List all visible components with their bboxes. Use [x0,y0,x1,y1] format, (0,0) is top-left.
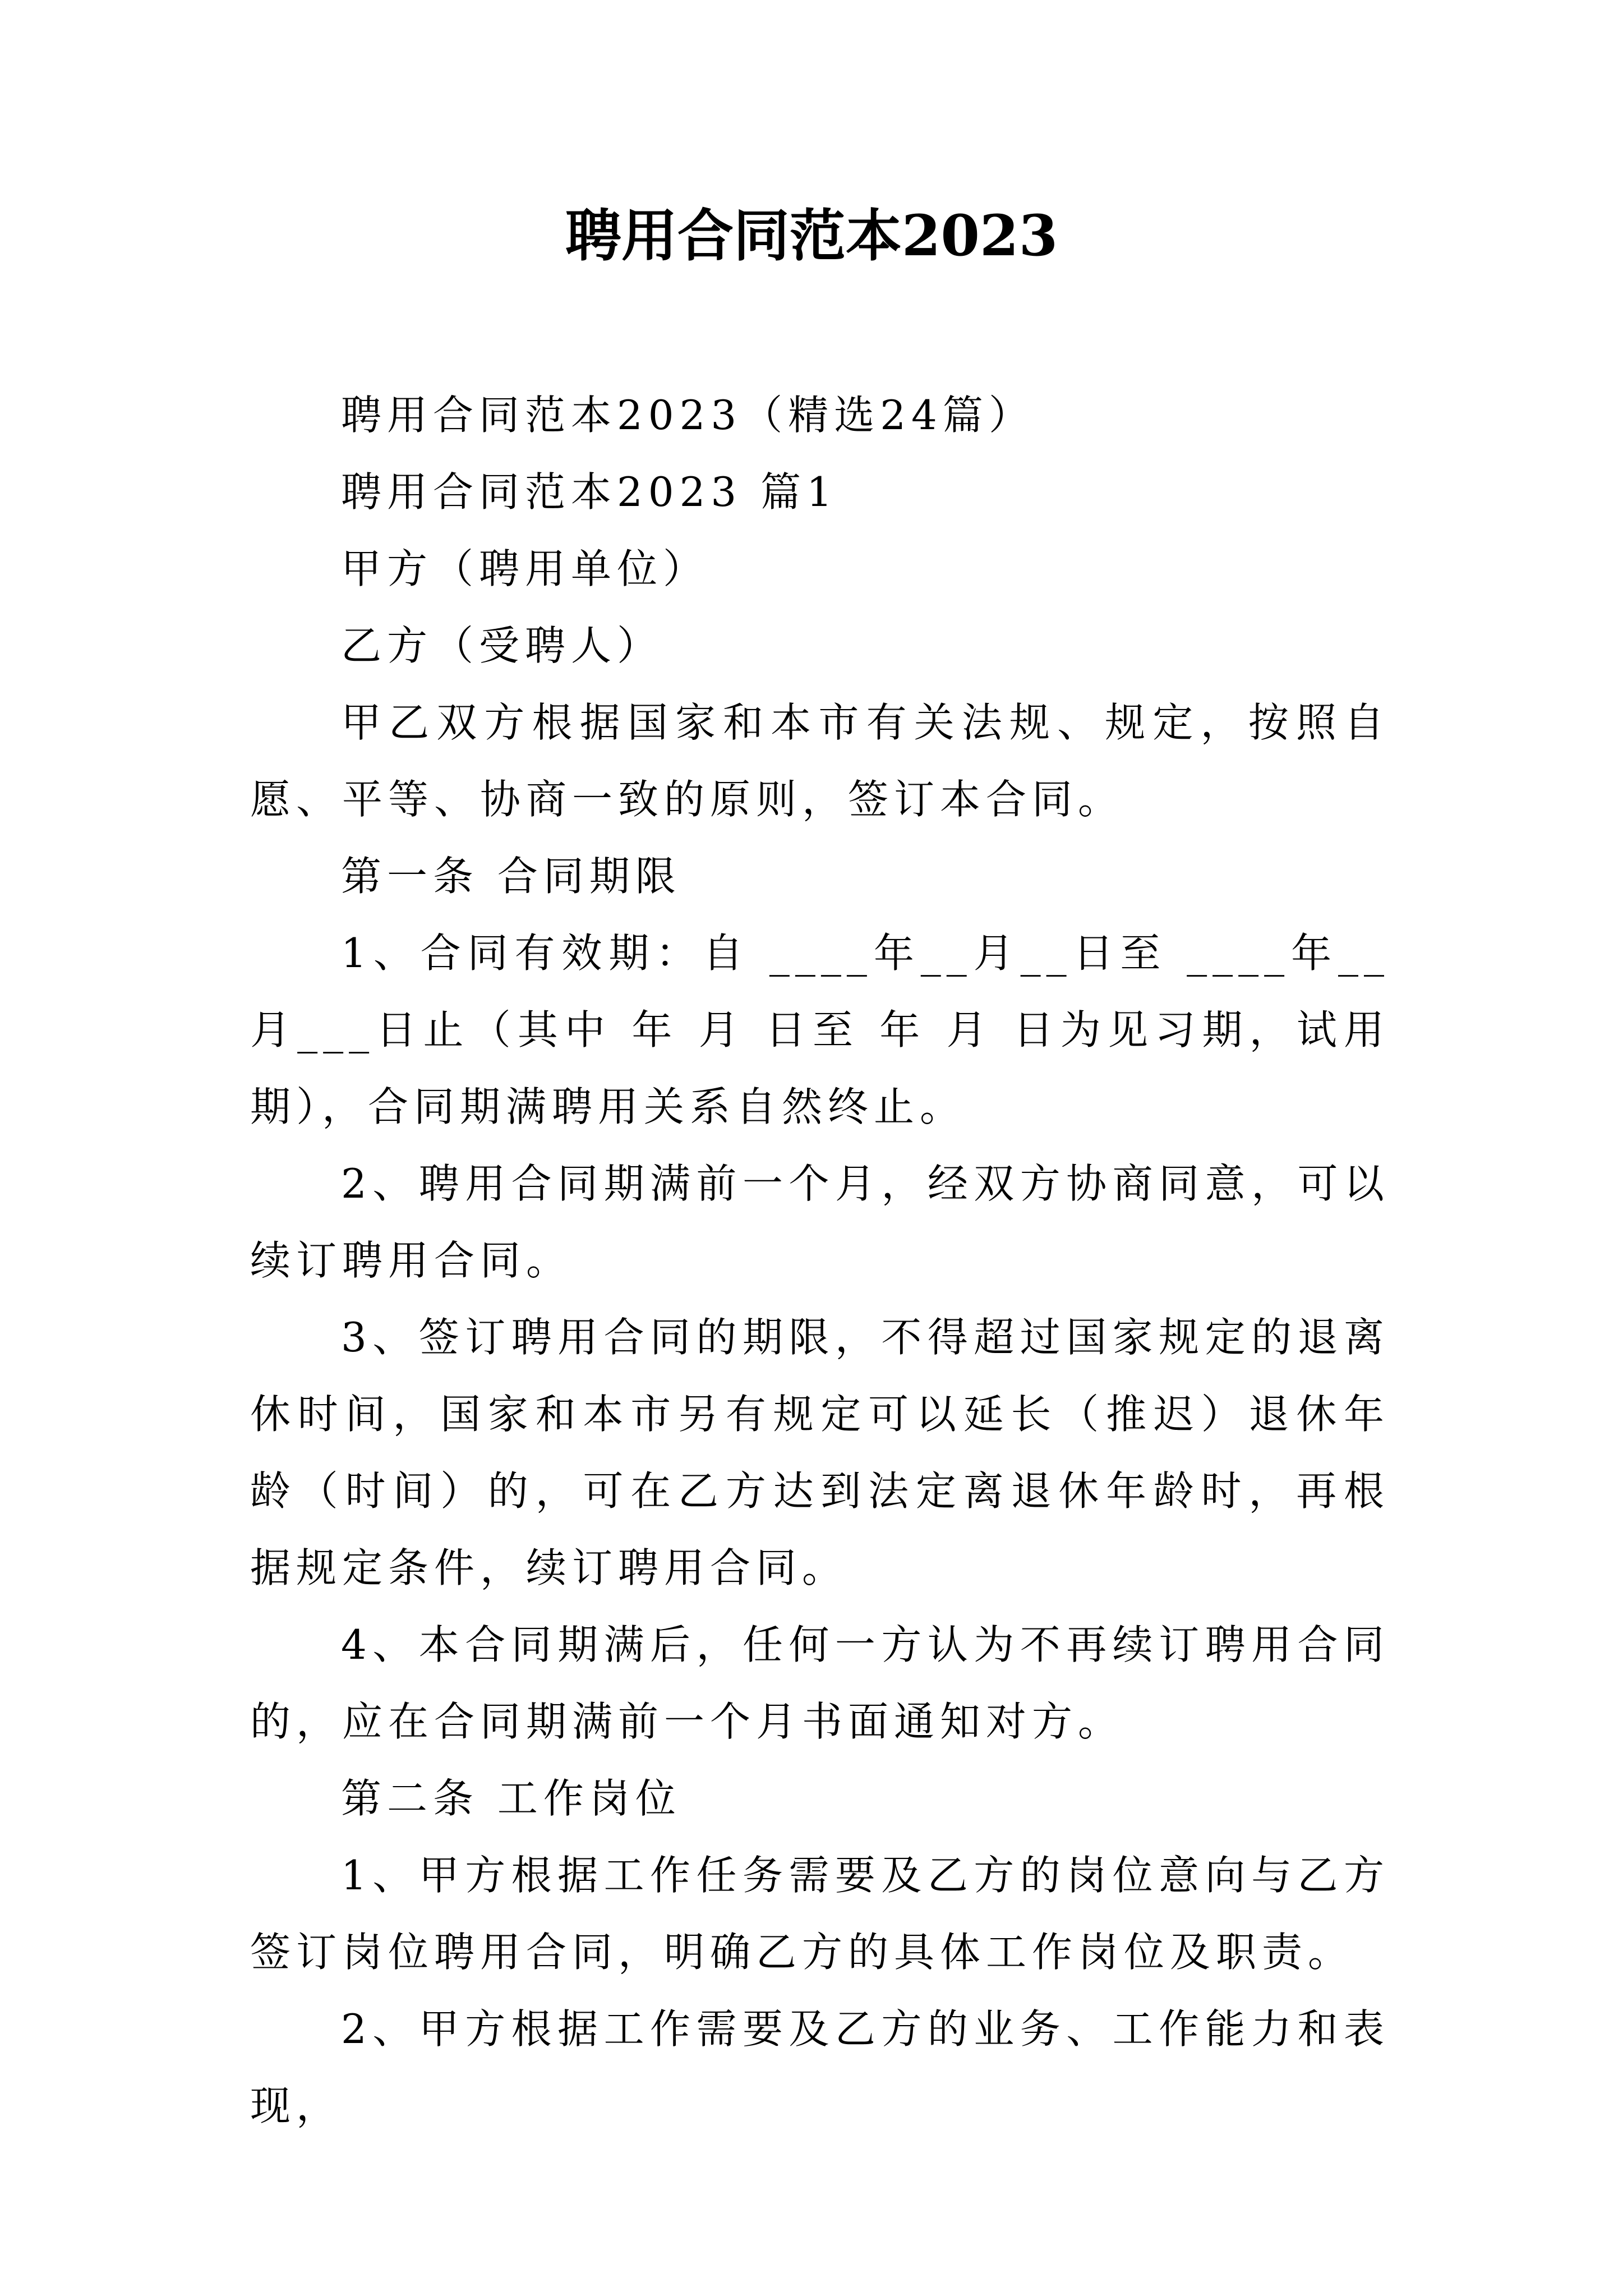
paragraph-subtitle: 聘用合同范本2023（精选24篇） [341,392,1035,439]
paragraph-party-a: 甲方（聘用单位） [341,545,709,592]
paragraph-section-heading: 聘用合同范本2023 篇1 [341,468,838,516]
paragraph-preamble: 甲乙双方根据国家和本市有关法规、规定，按照自愿、平等、协商一致的原则，签订本合同。 [250,699,1390,823]
paragraph-party-b: 乙方（受聘人） [341,622,663,669]
paragraph-article-1-clause-2: 2、聘用合同期满前一个月，经双方协商同意，可以续订聘用合同。 [250,1160,1390,1284]
paragraph-article-1-clause-4: 4、本合同期满后，任何一方认为不再续订聘用合同的，应在合同期满前一个月书面通知对方。 [250,1621,1390,1745]
paragraph-article-1-clause-3: 3、签订聘用合同的期限，不得超过国家规定的退离休时间，国家和本市另有规定可以延长（推迟）退休年龄（时间）的，可在乙方达到法定离退休年龄时，再根据规定条件，续订聘用合同。 [250,1314,1390,1591]
document-title: 聘用合同范本2023 [565,203,1058,269]
paragraph-article-2-heading: 第二条 工作岗位 [341,1775,681,1822]
paragraph-article-2-clause-1: 1、甲方根据工作任务需要及乙方的岗位意向与乙方签订岗位聘用合同，明确乙方的具体工作岗位及职责。 [250,1852,1390,1976]
paragraph-article-2-clause-2: 2、甲方根据工作需要及乙方的业务、工作能力和表现， [250,2005,1390,2129]
paragraph-article-1-heading: 第一条 合同期限 [341,853,681,900]
document-body [250,377,1390,2145]
paragraph-article-1-clause-1: 1、合同有效期：自 ____年__月__日至 ____年__月___日止（其中 年 月 日至 年 月 日为见习期，试用期），合同期满聘用关系自然终止。 [250,930,1390,1130]
